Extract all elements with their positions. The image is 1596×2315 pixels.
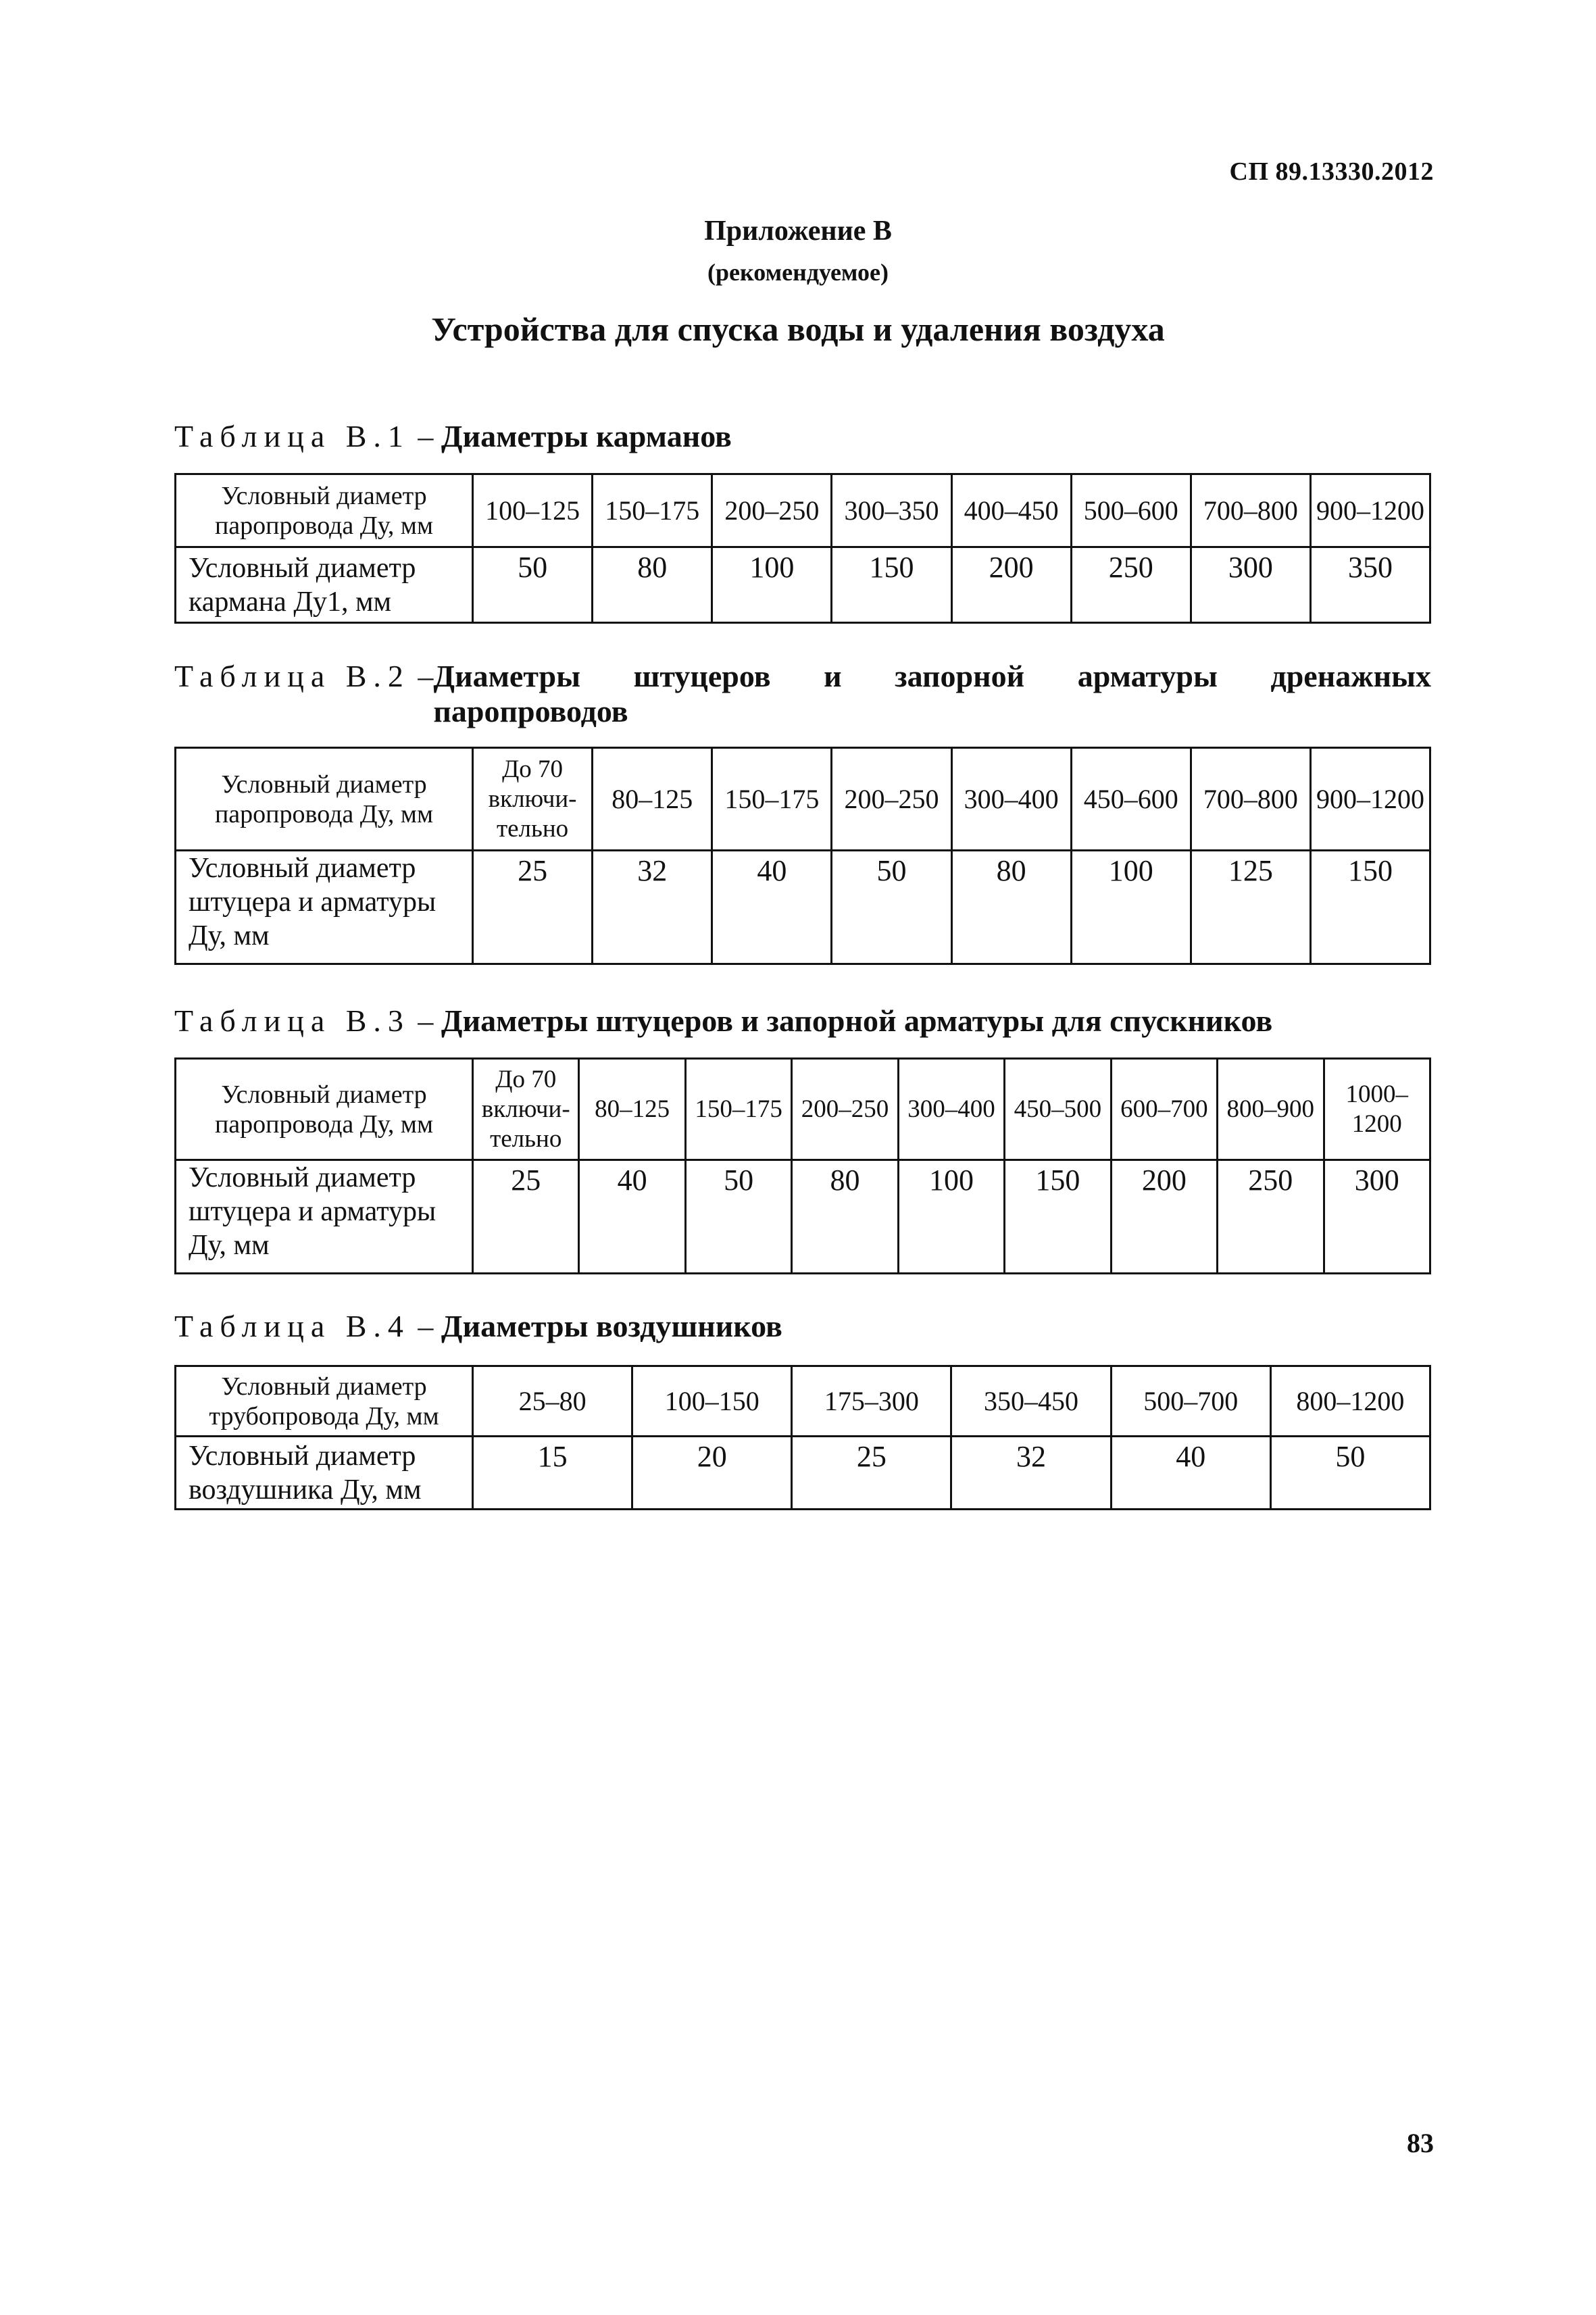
table-cell: 150–175 <box>712 748 832 851</box>
table-cell: 50 <box>832 851 951 964</box>
table-cell: 80 <box>792 1160 898 1274</box>
table-cell: 32 <box>951 1437 1111 1510</box>
table-cell: 25 <box>473 851 593 964</box>
table-cell: 100–150 <box>632 1366 792 1437</box>
table-cell: 900–1200 <box>1310 748 1430 851</box>
table-cell: 500–700 <box>1111 1366 1270 1437</box>
row-label: Условный диаметр кармана Ду1, мм <box>176 547 473 623</box>
table-cell: 125 <box>1191 851 1310 964</box>
caption-dash: – <box>409 1309 441 1343</box>
row-label: Условный диаметр паропровода Ду, мм <box>176 474 473 547</box>
table-cell: 300–350 <box>832 474 951 547</box>
table-cell: 200 <box>1111 1160 1217 1274</box>
table-cell: 700–800 <box>1191 474 1310 547</box>
table-name: Диаметры воздушников <box>441 1309 782 1343</box>
table-cell: 100 <box>1071 851 1191 964</box>
table-name: Диаметры штуцеров и запорной арматуры для спускников <box>441 1003 1273 1038</box>
row-label: Условный диаметр паропровода Ду, мм <box>176 748 473 851</box>
table-name-word: дренажных <box>1270 659 1431 693</box>
table-cell: 80–125 <box>579 1059 685 1160</box>
table-cell: 800–900 <box>1218 1059 1324 1160</box>
table-cell: 1000–1200 <box>1324 1059 1430 1160</box>
table-cell: 40 <box>1111 1437 1270 1510</box>
document-code: СП 89.13330.2012 <box>1229 157 1434 186</box>
table-cell: 300 <box>1191 547 1310 623</box>
table-row <box>176 547 1430 623</box>
table-row <box>176 1059 1430 1160</box>
table-cell: 25 <box>792 1437 951 1510</box>
table-cell: 700–800 <box>1191 748 1310 851</box>
annex-title: Приложение В <box>704 216 892 247</box>
caption-label-group <box>174 659 433 729</box>
table-cell: 100 <box>898 1160 1004 1274</box>
table-row <box>176 474 1430 547</box>
table-cell: 50 <box>473 547 593 623</box>
table-cell: 50 <box>1270 1437 1430 1510</box>
table-b1 <box>174 473 1431 624</box>
table-cell: 250 <box>1071 547 1191 623</box>
table-row <box>176 1160 1430 1274</box>
table-b2 <box>174 747 1431 965</box>
table-cell: 200–250 <box>792 1059 898 1160</box>
table-cell: 200 <box>951 547 1071 623</box>
table-caption-b2 <box>174 659 1431 729</box>
table-name-word: арматуры <box>1077 659 1218 693</box>
table-name-word: Диаметры <box>433 659 580 693</box>
table-cell: 250 <box>1218 1160 1324 1274</box>
table-cell: 200–250 <box>712 474 832 547</box>
row-label: Условный диаметр штуцера и арматуры Ду, мм <box>176 1160 473 1274</box>
caption-dash: – <box>409 659 434 693</box>
table-cell: 100 <box>712 547 832 623</box>
annex-status: (рекомендуемое) <box>707 259 889 286</box>
caption-dash: – <box>409 419 441 453</box>
table-name-word: и <box>824 659 842 693</box>
table-cell: 300–400 <box>898 1059 1004 1160</box>
table-cell: 100–125 <box>473 474 593 547</box>
table-cell: 50 <box>685 1160 791 1274</box>
table-cell: 150 <box>1005 1160 1111 1274</box>
table-row <box>176 1437 1430 1510</box>
table-cell: 450–600 <box>1071 748 1191 851</box>
row-label: Условный диаметр штуцера и арматуры Ду, мм <box>176 851 473 964</box>
table-label: Таблица В.4 <box>174 1309 410 1343</box>
table-name-line <box>433 659 1431 694</box>
table-b3 <box>174 1057 1431 1274</box>
table-cell: 25 <box>473 1160 579 1274</box>
table-cell: 150 <box>1310 851 1430 964</box>
table-cell: 200–250 <box>832 748 951 851</box>
table-cell: 80 <box>593 547 712 623</box>
table-cell: 40 <box>712 851 832 964</box>
table-cell: 150–175 <box>593 474 712 547</box>
table-cell: 150 <box>832 547 951 623</box>
table-caption-b3 <box>174 1003 1431 1039</box>
table-cell: 15 <box>473 1437 632 1510</box>
table-name-word: штуцеров <box>633 659 771 693</box>
table-label: Таблица В.2 <box>174 659 410 693</box>
table-row <box>176 748 1430 851</box>
table-b4 <box>174 1365 1431 1510</box>
annex-heading: Устройства для спуска воды и удаления воздуха <box>431 310 1165 348</box>
table-cell: 80–125 <box>593 748 712 851</box>
table-label: Таблица В.3 <box>174 1003 410 1038</box>
table-cell: 900–1200 <box>1310 474 1430 547</box>
table-cell: 400–450 <box>951 474 1071 547</box>
caption-dash: – <box>409 1003 441 1038</box>
table-cell: 800–1200 <box>1270 1366 1430 1437</box>
table-caption-b4 <box>174 1309 1431 1344</box>
table-cell: 20 <box>632 1437 792 1510</box>
table-cell: 600–700 <box>1111 1059 1217 1160</box>
table-cell: 300–400 <box>951 748 1071 851</box>
table-cell: 300 <box>1324 1160 1430 1274</box>
table-cell: До 70 включи-тельно <box>473 1059 579 1160</box>
table-name: Диаметры карманов <box>441 419 732 453</box>
table-row <box>176 851 1430 964</box>
table-label: Таблица В.1 <box>174 419 410 453</box>
page-number: 83 <box>1407 2128 1434 2158</box>
row-label: Условный диаметр воздушника Ду, мм <box>176 1437 473 1510</box>
table-name-word: запорной <box>895 659 1025 693</box>
row-label: Условный диаметр трубопровода Ду, мм <box>176 1366 473 1437</box>
table-caption-b1 <box>174 419 1431 454</box>
table-cell: 150–175 <box>685 1059 791 1160</box>
table-cell: 32 <box>593 851 712 964</box>
table-cell: 500–600 <box>1071 474 1191 547</box>
table-cell: До 70 включи-тельно <box>473 748 593 851</box>
table-name-line: паропроводов <box>433 694 628 728</box>
table-cell: 450–500 <box>1005 1059 1111 1160</box>
table-name <box>433 659 1431 729</box>
table-cell: 350 <box>1310 547 1430 623</box>
table-cell: 350–450 <box>951 1366 1111 1437</box>
table-cell: 175–300 <box>792 1366 951 1437</box>
table-row <box>176 1366 1430 1437</box>
row-label: Условный диаметр паропровода Ду, мм <box>176 1059 473 1160</box>
table-cell: 25–80 <box>473 1366 632 1437</box>
table-cell: 40 <box>579 1160 685 1274</box>
table-cell: 80 <box>951 851 1071 964</box>
